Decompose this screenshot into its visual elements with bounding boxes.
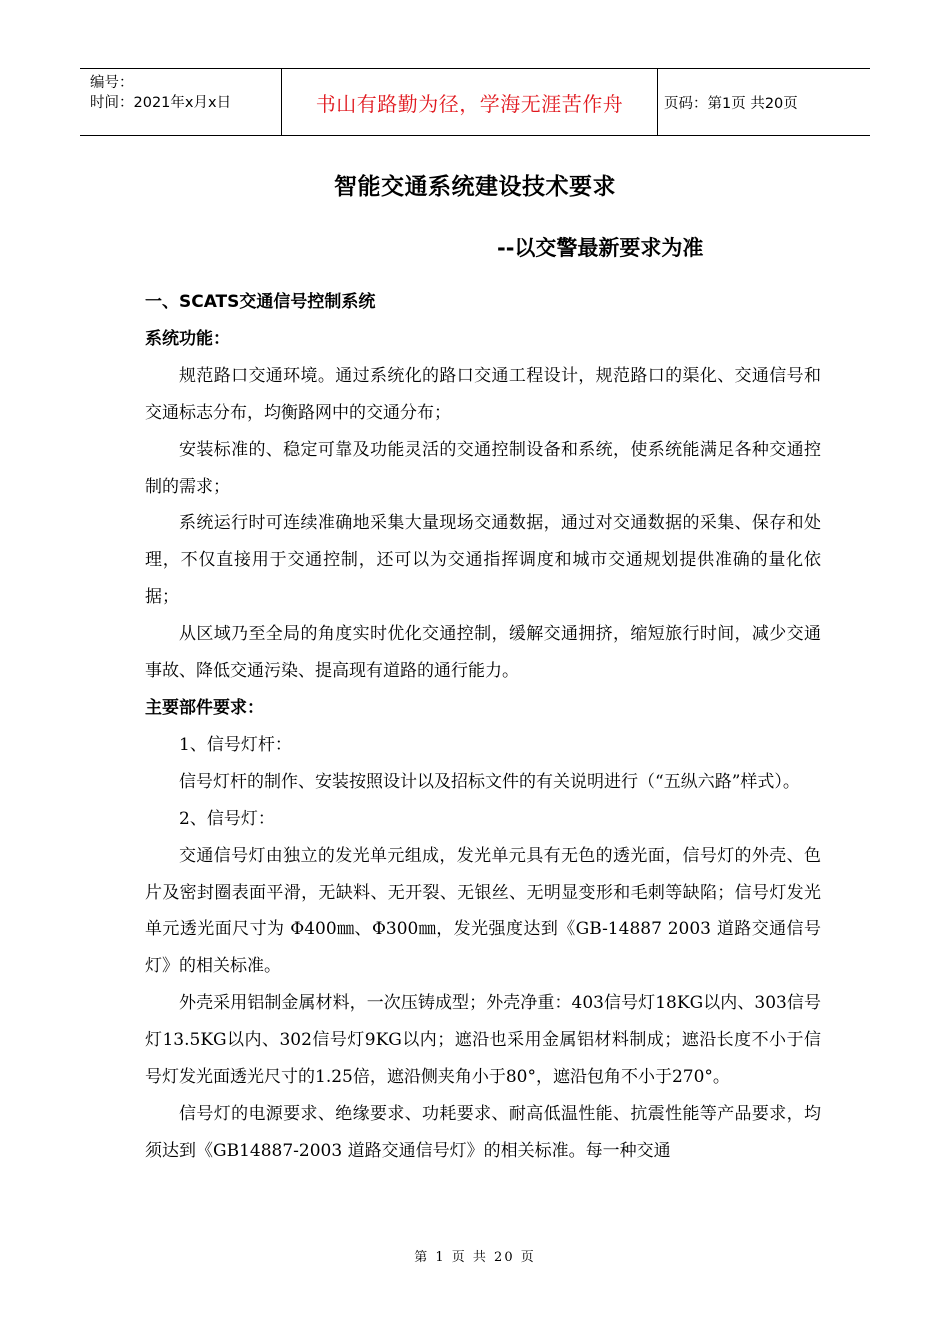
doc-date-label: 时间：2021年x月x日 — [90, 95, 232, 111]
paragraph: 信号灯的电源要求、绝缘要求、功耗要求、耐高低温性能、抗震性能等产品要求，均须达到《GB14887-2003 道路交通信号灯》的相关标准。每一种交通 — [145, 1103, 821, 1161]
paragraph: 外壳采用铝制金属材料，一次压铸成型；外壳净重：403信号灯18KG以内、303信号灯13.5KG以内、302信号灯9KG以内；遮沿也采用金属铝材料制成；遮沿长度不小于信号灯发光面透光尺寸的1.25倍，遮沿侧夹角小于80°，遮沿包角不小于270°。 — [145, 993, 821, 1088]
components-heading: 主要部件要求： — [145, 697, 264, 718]
header-motto: 书山有路勤为径，学海无涯苦作舟 — [282, 69, 658, 135]
document-title: 智能交通系统建设技术要求 — [334, 174, 616, 200]
paragraph: 信号灯杆的制作、安装按照设计以及招标文件的有关说明进行（“五纵六路”样式）。 — [179, 771, 800, 792]
header-meta — [80, 69, 282, 135]
item-label: 2、信号灯： — [179, 808, 275, 829]
page-header — [80, 68, 870, 136]
paragraph: 交通信号灯由独立的发光单元组成，发光单元具有无色的透光面，信号灯的外壳、色片及密封圈表面平滑，无缺料、无开裂、无银丝、无明显变形和毛刺等缺陷；信号灯发光单元透光面尺寸为 Φ400㎜、Φ300㎜，发光强度达到《GB-14887 2003 道路交通信号灯》的相关标准。 — [145, 845, 821, 977]
section-heading: 一、SCATS交通信号控制系统 — [145, 292, 376, 312]
paragraph: 系统运行时可连续准确地采集大量现场交通数据，通过对交通数据的采集、保存和处理，不仅直接用于交通控制，还可以为交通指挥调度和城市交通规划提供准确的量化依据； — [145, 513, 821, 608]
functions-heading: 系统功能： — [145, 328, 230, 349]
paragraph: 从区域乃至全局的角度实时优化交通控制，缓解交通拥挤，缩短旅行时间，减少交通事故、降低交通污染、提高现有道路的通行能力。 — [145, 624, 821, 682]
doc-number-label: 编号： — [90, 75, 134, 91]
item-label: 1、信号灯杆： — [179, 734, 292, 755]
paragraph: 安装标准的、稳定可靠及功能灵活的交通控制设备和系统，使系统能满足各种交通控制的需求； — [145, 439, 821, 497]
paragraph: 规范路口交通环境。通过系统化的路口交通工程设计，规范路口的渠化、交通信号和交通标志分布，均衡路网中的交通分布； — [145, 365, 821, 423]
header-page-info: 页码：第1页 共20页 — [664, 95, 798, 112]
document-body — [145, 284, 821, 1170]
page-footer: 第 1 页 共 20 页 — [414, 1250, 536, 1265]
document-subtitle: --以交警最新要求为准 — [497, 236, 704, 260]
